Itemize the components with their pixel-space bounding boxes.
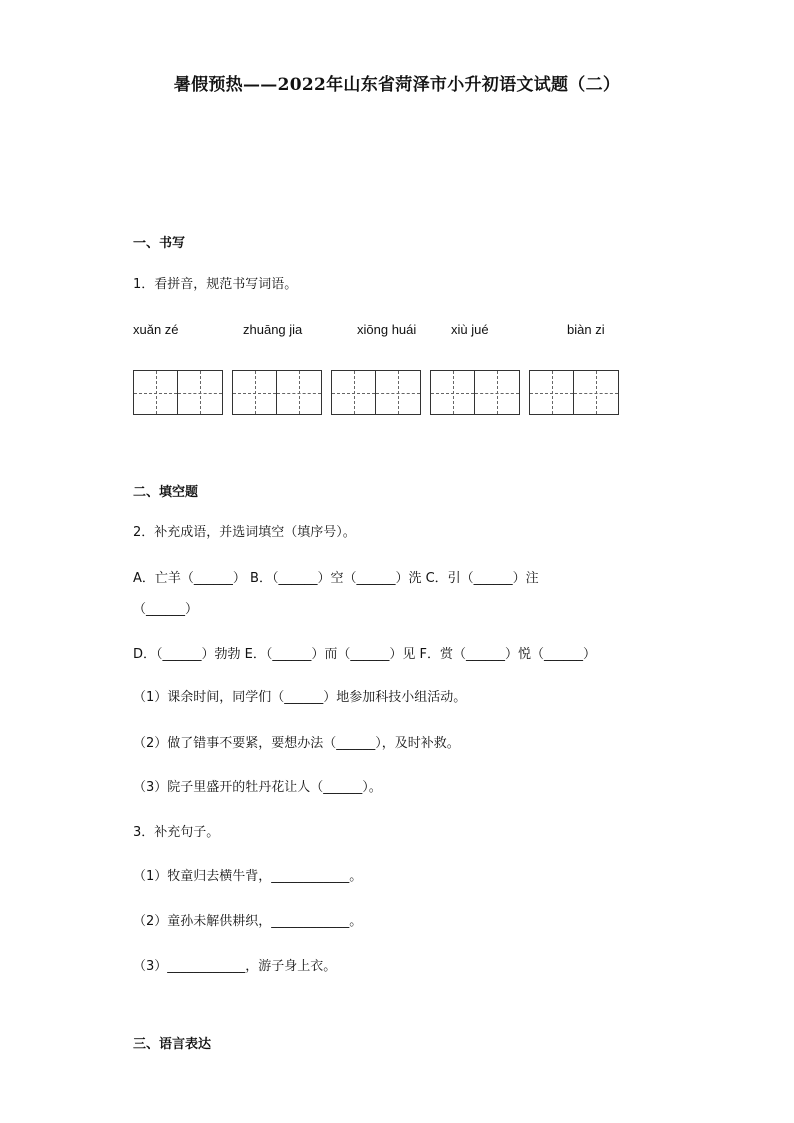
pinyin-1: xuǎn zé — [133, 322, 179, 337]
question-1-prompt: 1．看拼音，规范书写词语。 — [133, 277, 298, 292]
idiom-line-a: A．亡羊（______） B．（______）空（______）洗 C．引（______）注 — [133, 571, 539, 586]
question-2-prompt: 2．补充成语，并选词填空（填序号）。 — [133, 525, 356, 540]
section-heading-writing: 一、书写 — [133, 236, 186, 251]
question-2-sentence-2: （2）做了错事不要紧，要想办法（______），及时补救。 — [133, 736, 460, 751]
pinyin-4: xiù jué — [451, 322, 489, 337]
writing-grid-2[interactable] — [232, 370, 322, 416]
page-title: 暑假预热——2022年山东省菏泽市小升初语文试题（二） — [173, 75, 621, 95]
question-3-prompt: 3．补充句子。 — [133, 825, 220, 840]
writing-grid-4[interactable] — [430, 370, 520, 416]
pinyin-3: xiōng huái — [357, 322, 417, 337]
idiom-line-a-cont: （______） — [133, 602, 199, 617]
pinyin-2: zhuāng jia — [243, 322, 303, 337]
pinyin-5: biàn zi — [567, 322, 605, 337]
idiom-line-d: D．（______）勃勃 E．（______）而（______）见 F．赏（______）悦（______） — [133, 647, 596, 662]
question-2-sentence-3: （3）院子里盛开的牡丹花让人（______）。 — [133, 780, 382, 795]
writing-grid-3[interactable] — [331, 370, 421, 416]
writing-grid-1[interactable] — [133, 370, 223, 416]
question-3-sentence-1: （1）牧童归去横牛背，____________。 — [133, 869, 363, 884]
section-heading-expression: 三、语言表达 — [133, 1037, 212, 1052]
section-heading-fill: 二、填空题 — [133, 485, 199, 500]
writing-grid-5[interactable] — [529, 370, 619, 416]
question-2-sentence-1: （1）课余时间，同学们（______）地参加科技小组活动。 — [133, 690, 467, 705]
question-3-sentence-3: （3）____________，游子身上衣。 — [133, 959, 337, 974]
question-3-sentence-2: （2）童孙未解供耕织，____________。 — [133, 914, 363, 929]
